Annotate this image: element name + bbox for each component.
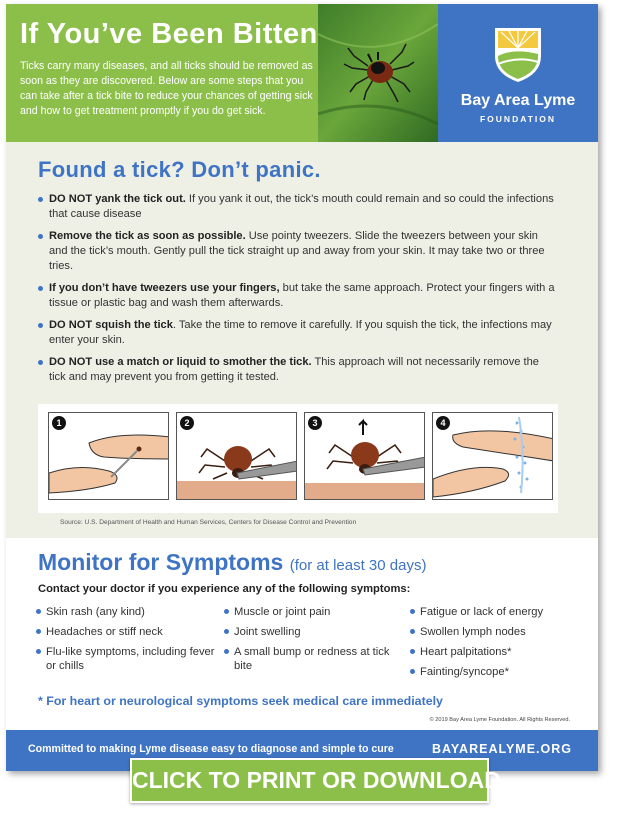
step-3-illustration: [304, 412, 425, 500]
header-text-block: [6, 4, 318, 142]
monitor-subheading: (for at least 30 days): [289, 557, 427, 574]
list-item: Fainting/syncope*: [410, 665, 590, 679]
bay-area-lyme-logo: [438, 4, 598, 142]
found-tick-section: [6, 142, 598, 538]
list-item: Swollen lymph nodes: [410, 625, 590, 639]
list-item: DO NOT use a match or liquid to smother the tick. This approach will not necessarily remove the tick and may prevent you from getting it tested.: [38, 355, 556, 385]
monitor-heading: [38, 549, 426, 576]
logo-name: Bay Area Lyme: [460, 92, 576, 109]
source-note: Source: U.S. Department of Health and Human Services, Centers for Disease Control and Prevention: [60, 519, 357, 526]
step-number: 3: [308, 416, 322, 430]
monitor-heading-text: Monitor for Symptoms: [38, 549, 284, 575]
list-item: Muscle or joint pain: [224, 605, 404, 619]
monitor-symptoms-section: [6, 538, 598, 730]
step-2-illustration: [176, 412, 297, 500]
step-4-illustration: [432, 412, 553, 500]
symptoms-column-3: [410, 605, 590, 685]
list-item: Remove the tick as soon as possible. Use pointy tweezers. Slide the tweezers between your skin and the tick’s mouth. Gently pull the tick straight up and away from your skin. It may take two or three tries.: [38, 229, 556, 274]
step-number: 2: [180, 416, 194, 430]
tick-advice-list: [38, 192, 556, 385]
list-item: DO NOT yank the tick out. If you yank it out, the tick’s mouth could remain and so could the infections that cause disease: [38, 192, 556, 222]
list-item: Skin rash (any kind): [36, 605, 216, 619]
list-item: Flu-like symptoms, including fever or chills: [36, 645, 216, 673]
print-download-button[interactable]: CLICK TO PRINT OR DOWNLOAD: [130, 758, 489, 803]
found-tick-heading: Found a tick? Don’t panic.: [38, 157, 321, 182]
removal-steps-illustration: [38, 404, 558, 513]
flyer-sheet: [6, 4, 598, 771]
header-title: If You’ve Been Bitten: [20, 18, 318, 50]
list-item: Headaches or stiff neck: [36, 625, 216, 639]
footer-tagline: Committed to making Lyme disease easy to diagnose and simple to cure: [28, 743, 394, 755]
symptoms-column-2: [224, 605, 404, 679]
list-item: Fatigue or lack of energy: [410, 605, 590, 619]
list-item: Joint swelling: [224, 625, 404, 639]
list-item: Heart palpitations*: [410, 645, 590, 659]
urgent-care-note: * For heart or neurological symptoms seek medical care immediately: [38, 694, 443, 708]
list-item: A small bump or redness at tick bite: [224, 645, 404, 673]
logo-subtitle: FOUNDATION: [479, 114, 557, 124]
copyright: © 2019 Bay Area Lyme Foundation. All Rights Reserved.: [429, 717, 570, 723]
footer-url: BAYAREALYME.ORG: [431, 742, 572, 756]
list-item: If you don’t have tweezers use your fingers, but take the same approach. Protect your fingers with a tissue or plastic bag and wash them afterwards.: [38, 281, 556, 311]
step-number: 1: [52, 416, 66, 430]
step-number: 4: [436, 416, 450, 430]
shield-icon: [493, 26, 543, 84]
contact-doctor-line: Contact your doctor if you experience any of the following symptoms:: [38, 583, 411, 595]
flyer-header: [6, 4, 598, 142]
list-item: DO NOT squish the tick. Take the time to remove it carefully. If you squish the tick, the infections may enter your skin.: [38, 318, 556, 348]
symptoms-column-1: [36, 605, 216, 679]
tick-on-leaf-photo: [318, 4, 438, 142]
step-1-illustration: [48, 412, 169, 500]
header-intro: Ticks carry many diseases, and all ticks should be removed as soon as they are discovered. Below are some steps that you can take after a tick bite to reduce your chances of getting sick and how to get treatment promptly if you do get sick.: [20, 60, 313, 117]
